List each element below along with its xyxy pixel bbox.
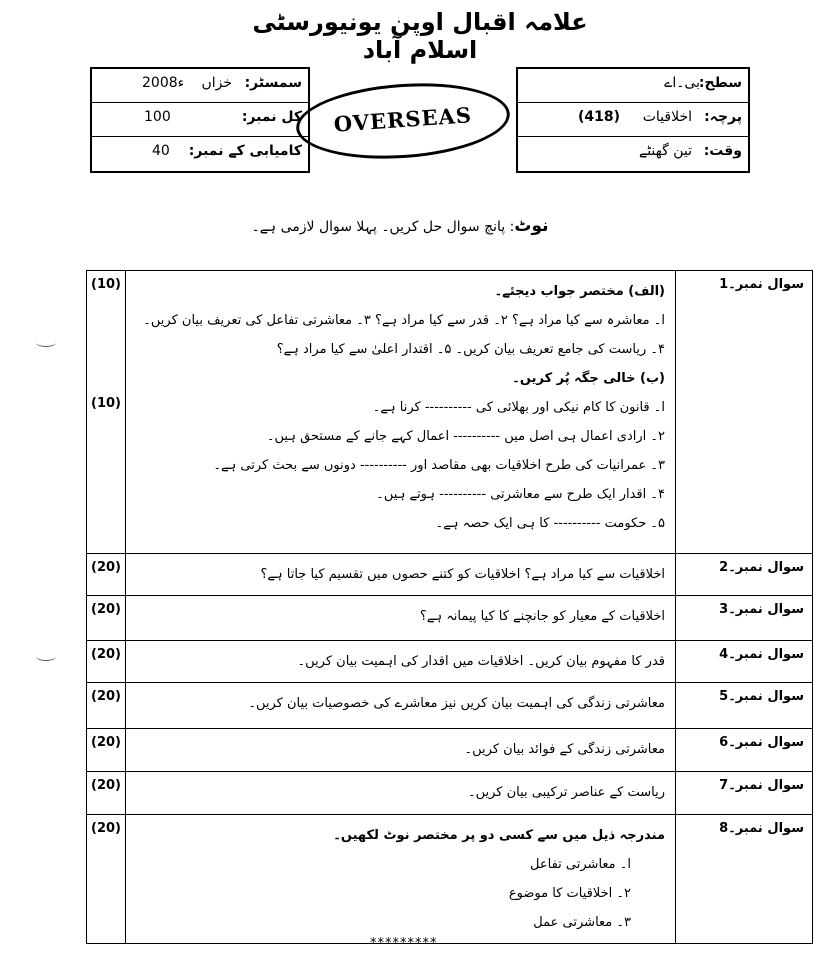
- question-number: سوال نمبر۔2: [676, 554, 813, 596]
- total-marks-value: 100: [144, 109, 171, 125]
- short-note-item: ۳۔ معاشرتی عمل: [533, 915, 631, 930]
- paper-code: (418): [578, 109, 621, 125]
- marks-cell: (20): [87, 683, 126, 729]
- level-label: سطح:: [698, 75, 742, 91]
- exam-info-box: [90, 67, 310, 173]
- question-text: [126, 271, 676, 554]
- marks-cell: (20): [87, 554, 126, 596]
- marks-cell: [87, 271, 126, 554]
- part-b-heading: (ب) خالی جگہ پُر کریں۔: [512, 371, 665, 386]
- question-text: قدر کا مفہوم بیان کریں۔ اخلاقیات میں اقدار کی اہمیت بیان کریں۔: [126, 641, 676, 683]
- marks-cell: (20): [87, 596, 126, 641]
- question-text: [126, 815, 676, 944]
- question-text: ریاست کے عناصر ترکیبی بیان کریں۔: [126, 772, 676, 815]
- course-info-box: [516, 67, 750, 173]
- semester-value: خزاں: [201, 75, 232, 91]
- question-row-8: [87, 815, 813, 944]
- question-text: اخلاقیات سے کیا مراد ہے؟ اخلاقیات کو کتنے حصوں میں تقسیم کیا جاتا ہے؟: [126, 554, 676, 596]
- overseas-stamp: [294, 77, 513, 166]
- paper-label: پرچہ:: [704, 109, 742, 125]
- marks-part-a: (10): [91, 277, 121, 292]
- short-note-item: ا۔ معاشرتی تفاعل: [530, 857, 631, 872]
- question-8-heading: مندرجہ ذیل میں سے کسی دو پر مختصر نوٹ لکھیں۔: [333, 828, 665, 843]
- question-number: سوال نمبر۔4: [676, 641, 813, 683]
- short-note-item: ۲۔ اخلاقیات کا موضوع: [508, 886, 631, 901]
- marks-cell: (20): [87, 772, 126, 815]
- marks-part-b: (10): [91, 396, 121, 411]
- exam-year: 2008ء: [142, 75, 185, 91]
- total-marks-row: [92, 103, 308, 137]
- question-row-7: [87, 772, 813, 815]
- paper-value: اخلاقیات: [642, 109, 692, 125]
- question-text: معاشرتی زندگی کی اہمیت بیان کریں نیز معاشرے کی خصوصیات بیان کریں۔: [126, 683, 676, 729]
- time-row: [518, 137, 748, 170]
- questions-table: [86, 270, 813, 944]
- time-label: وقت:: [703, 143, 742, 159]
- passing-marks-row: [92, 137, 308, 170]
- total-marks-label: کل نمبر:: [241, 109, 302, 125]
- question-row-2: [87, 554, 813, 596]
- semester-row: [92, 69, 308, 103]
- stamp-text: OVERSEAS: [333, 102, 473, 137]
- question-number: سوال نمبر۔3: [676, 596, 813, 641]
- marks-cell: (20): [87, 815, 126, 944]
- end-marker: *********: [370, 936, 438, 951]
- question-text: اخلاقیات کے معیار کو جانچنے کا کیا پیمانہ ہے؟: [126, 596, 676, 641]
- part-b-line: ۴۔ اقدار ایک طرح سے معاشرتی ---------- ہوتے ہیں۔: [376, 487, 665, 502]
- paper-row: [518, 103, 748, 137]
- question-number: سوال نمبر۔5: [676, 683, 813, 729]
- question-number: سوال نمبر۔1: [676, 271, 813, 554]
- time-value: تین گھنٹے: [639, 143, 692, 159]
- note-label: نوٹ: [514, 216, 549, 236]
- part-b-line: ۲۔ ارادی اعمال ہی اصل میں ---------- اعمال کہے جانے کے مستحق ہیں۔: [266, 429, 665, 444]
- marks-cell: (20): [87, 641, 126, 683]
- instructions-note: [200, 216, 600, 236]
- passing-marks-label: کامیابی کے نمبر:: [188, 143, 302, 159]
- question-number: سوال نمبر۔6: [676, 729, 813, 772]
- university-title: علامہ اقبال اوپن یونیورسٹی اسلام آباد: [252, 8, 588, 64]
- margin-mark: [36, 338, 56, 347]
- part-a-line: ۴۔ ریاست کی جامع تعریف بیان کریں۔ ۵۔ اقتدار اعلیٰ سے کیا مراد ہے؟: [276, 342, 665, 357]
- semester-label: سمسٹر:: [244, 75, 302, 91]
- question-row-1: [87, 271, 813, 554]
- question-text: معاشرتی زندگی کے فوائد بیان کریں۔: [126, 729, 676, 772]
- margin-mark: [36, 652, 56, 661]
- part-a-line: ا۔ معاشرہ سے کیا مراد ہے؟ ۲۔ قدر سے کیا مراد ہے؟ ۳۔ معاشرتی تفاعل کی تعریف بیان کریں۔: [143, 313, 665, 328]
- part-b-line: ا۔ قانون کا کام نیکی اور بھلائی کی ---------- کرنا ہے۔: [372, 400, 665, 415]
- question-row-6: [87, 729, 813, 772]
- question-number: سوال نمبر۔7: [676, 772, 813, 815]
- part-a-heading: (الف) مختصر جواب دیجئے۔: [494, 284, 665, 299]
- part-b-line: ۳۔ عمرانیات کی طرح اخلاقیات بھی مقاصد اور ---------- دونوں سے بحث کرتی ہے۔: [213, 458, 665, 473]
- level-row: [518, 69, 748, 103]
- passing-marks-value: 40: [152, 143, 170, 159]
- question-row-3: [87, 596, 813, 641]
- level-value: بی۔اے: [664, 75, 700, 91]
- question-row-5: [87, 683, 813, 729]
- question-number: سوال نمبر۔8: [676, 815, 813, 944]
- marks-cell: (20): [87, 729, 126, 772]
- part-b-line: ۵۔ حکومت ---------- کا ہی ایک حصہ ہے۔: [435, 516, 665, 531]
- question-row-4: [87, 641, 813, 683]
- note-text: : پانچ سوال حل کریں۔ پہلا سوال لازمی ہے۔: [251, 219, 515, 235]
